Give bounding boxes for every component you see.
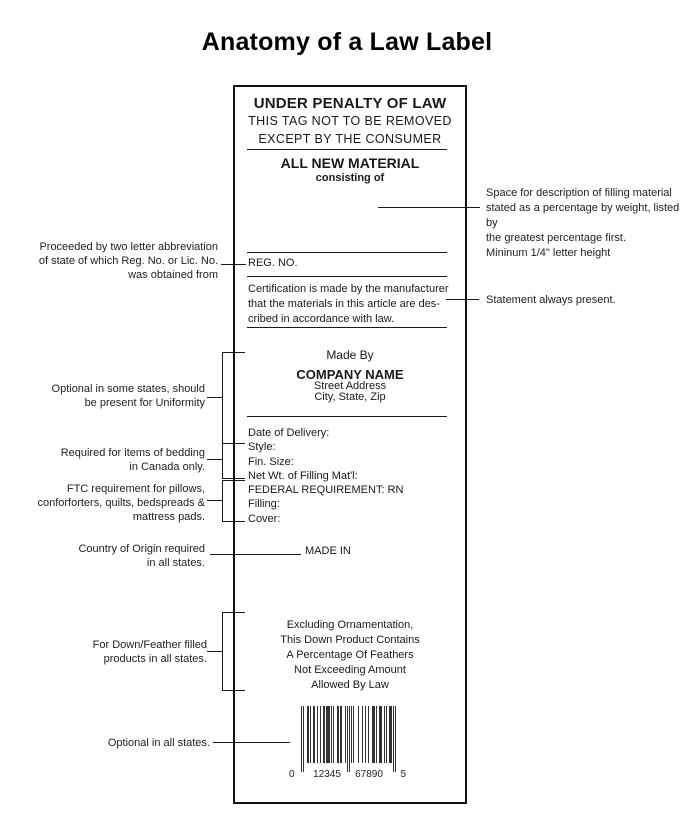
certification-statement <box>248 282 453 327</box>
divider-rule <box>247 327 447 328</box>
annotation-line: in Canada only. <box>129 461 205 473</box>
barcode-bar <box>372 706 375 763</box>
divider-rule <box>247 416 447 417</box>
bracket-ftc-vertical <box>222 480 223 521</box>
barcode-bar <box>307 706 309 763</box>
bracket-ftc-top-tick <box>222 480 245 481</box>
field-date-of-delivery: Date of Delivery: <box>248 427 330 439</box>
barcode-bar <box>340 706 342 763</box>
annotation-line: Mininum 1/4" letter height <box>486 247 611 259</box>
field-filling: Filling: <box>248 498 280 511</box>
bracket-uniformity-connector <box>207 397 222 398</box>
annotation-line: of state of which Reg. No. or Lic. No. <box>38 255 218 267</box>
barcode-bar <box>376 706 377 763</box>
certification-line: cribed in accordance with law. <box>248 313 395 325</box>
annotation-line: be present for Uniformity <box>84 397 205 409</box>
annotation-barcode-optional <box>50 736 210 750</box>
annotation-line: For Down/Feather filled <box>92 639 207 651</box>
certification-line: Certification is made by the manufacturer <box>248 283 449 295</box>
annotation-down-feather <box>27 638 207 666</box>
annotation-line: Country of Origin required <box>78 543 205 555</box>
down-statement-line: Allowed By Law <box>311 679 389 691</box>
annotation-line: was obtained from <box>128 269 218 281</box>
pointer-line-statement <box>446 299 479 300</box>
field-list <box>248 426 453 526</box>
barcode-bar <box>353 706 354 763</box>
down-statement-line: This Down Product Contains <box>280 634 420 646</box>
bracket-down-top-tick <box>222 612 245 613</box>
annotation-ftc-requirement <box>0 482 205 524</box>
barcode-bar <box>384 706 385 763</box>
annotation-line: mattress pads. <box>132 511 205 523</box>
annotation-line: Proceeded by two letter abbreviation <box>39 241 218 253</box>
bracket-uniformity-vertical <box>222 352 223 443</box>
field-style: Style: <box>248 441 276 454</box>
down-statement-line: Excluding Ornamentation, <box>286 619 414 631</box>
annotation-country-origin <box>15 542 205 570</box>
annotation-line: Space for description of filling material <box>486 187 672 199</box>
barcode-bar <box>317 706 318 763</box>
bracket-uniformity-bottom-tick <box>222 443 245 444</box>
barcode-digit-left: 0 <box>289 769 295 780</box>
divider-rule <box>247 276 447 277</box>
barcode-bar <box>320 706 321 763</box>
annotation-line: the greatest percentage first. <box>486 232 627 244</box>
annotation-line: products in all states. <box>103 653 207 665</box>
annotation-line: in all states. <box>146 557 205 569</box>
down-statement <box>235 618 465 693</box>
pointer-line-barcode <box>213 742 290 743</box>
field-cover: Cover: <box>248 512 281 525</box>
divider-rule <box>247 149 447 150</box>
bracket-down-connector <box>207 651 222 652</box>
annotation-line: conforforters, quilts, bedspreads & <box>37 497 205 509</box>
upc-barcode <box>289 706 406 786</box>
reg-no-field: REG. NO. <box>248 257 298 269</box>
divider-rule <box>247 252 447 253</box>
barcode-bar <box>395 706 396 772</box>
barcode-bar <box>349 706 350 772</box>
barcode-bar <box>337 706 339 763</box>
company-street: Street Address <box>313 380 387 392</box>
barcode-bar <box>351 706 352 763</box>
annotation-canada-bedding <box>5 446 205 474</box>
pointer-line-filling-space <box>378 207 480 208</box>
pointer-line-made-in <box>210 554 301 555</box>
certification-line: that the materials in this article are des- <box>248 298 440 310</box>
bracket-ftc-bottom-tick <box>222 521 245 522</box>
bracket-ftc-connector <box>207 500 222 501</box>
pointer-line-reg-no <box>221 264 246 265</box>
law-label <box>233 85 467 804</box>
company-city: City, State, Zip <box>314 391 386 403</box>
down-statement-line: Not Exceeding Amount <box>294 664 406 676</box>
annotation-uniformity <box>15 382 205 410</box>
bracket-bedding-connector <box>207 459 222 460</box>
barcode-bars <box>301 706 396 774</box>
down-statement-line: A Percentage Of Feathers <box>286 649 414 661</box>
annotation-line: Optional in all states. <box>107 737 210 749</box>
material-subheading: consisting of <box>315 172 385 184</box>
field-net-wt: Net Wt. of Filling Mat'l: <box>248 469 358 482</box>
barcode-bar <box>345 706 346 763</box>
barcode-bar <box>331 706 332 763</box>
barcode-bar <box>301 706 302 772</box>
bracket-down-bottom-tick <box>222 690 245 691</box>
made-by-label: Made By <box>326 348 374 362</box>
annotation-reg-abbreviation <box>0 240 218 282</box>
material-heading: ALL NEW MATERIAL <box>280 155 420 171</box>
made-in-field: MADE IN <box>305 545 351 557</box>
penalty-line2: THIS TAG NOT TO BE REMOVED <box>248 114 452 128</box>
barcode-bar <box>347 706 348 772</box>
barcode-bar <box>393 706 394 772</box>
barcode-bar <box>358 706 359 763</box>
annotation-line: stated as a percentage by weight, listed by <box>486 202 680 229</box>
barcode-bar <box>323 706 325 763</box>
barcode-digit-group2: 67890 <box>355 769 383 780</box>
penalty-line3: EXCEPT BY THE CONSUMER <box>258 132 442 146</box>
bracket-uniformity-top-tick <box>222 352 245 353</box>
barcode-bar <box>386 706 387 763</box>
annotation-line: Optional in some states, should <box>51 383 205 395</box>
barcode-bar <box>310 706 311 763</box>
field-federal-requirement: FEDERAL REQUIREMENT: RN <box>248 484 404 497</box>
barcode-bar <box>389 706 392 763</box>
barcode-bar <box>365 706 366 763</box>
barcode-bar <box>362 706 363 763</box>
barcode-digit-right: 5 <box>400 769 406 780</box>
annotation-line: FTC requirement for pillows, <box>66 483 205 495</box>
barcode-bar <box>326 706 330 763</box>
penalty-heading: UNDER PENALTY OF LAW <box>253 95 447 112</box>
barcode-bar <box>368 706 369 763</box>
barcode-bar <box>313 706 315 763</box>
bracket-down-vertical <box>222 612 223 690</box>
annotation-statement-present <box>486 293 686 308</box>
annotation-filling-description <box>486 186 691 261</box>
barcode-digit-group1: 12345 <box>313 769 341 780</box>
page-title: Anatomy of a Law Label <box>201 28 493 56</box>
bracket-bedding-vertical <box>222 443 223 478</box>
barcode-bar <box>303 706 304 772</box>
annotation-line: Required for items of bedding <box>60 447 205 459</box>
barcode-bar <box>379 706 382 763</box>
bracket-bedding-bottom-tick <box>222 478 245 479</box>
company-name: COMPANY NAME <box>296 367 404 382</box>
barcode-bar <box>333 706 334 763</box>
annotation-line: Statement always present. <box>486 294 616 306</box>
field-fin-size: Fin. Size: <box>248 455 294 468</box>
